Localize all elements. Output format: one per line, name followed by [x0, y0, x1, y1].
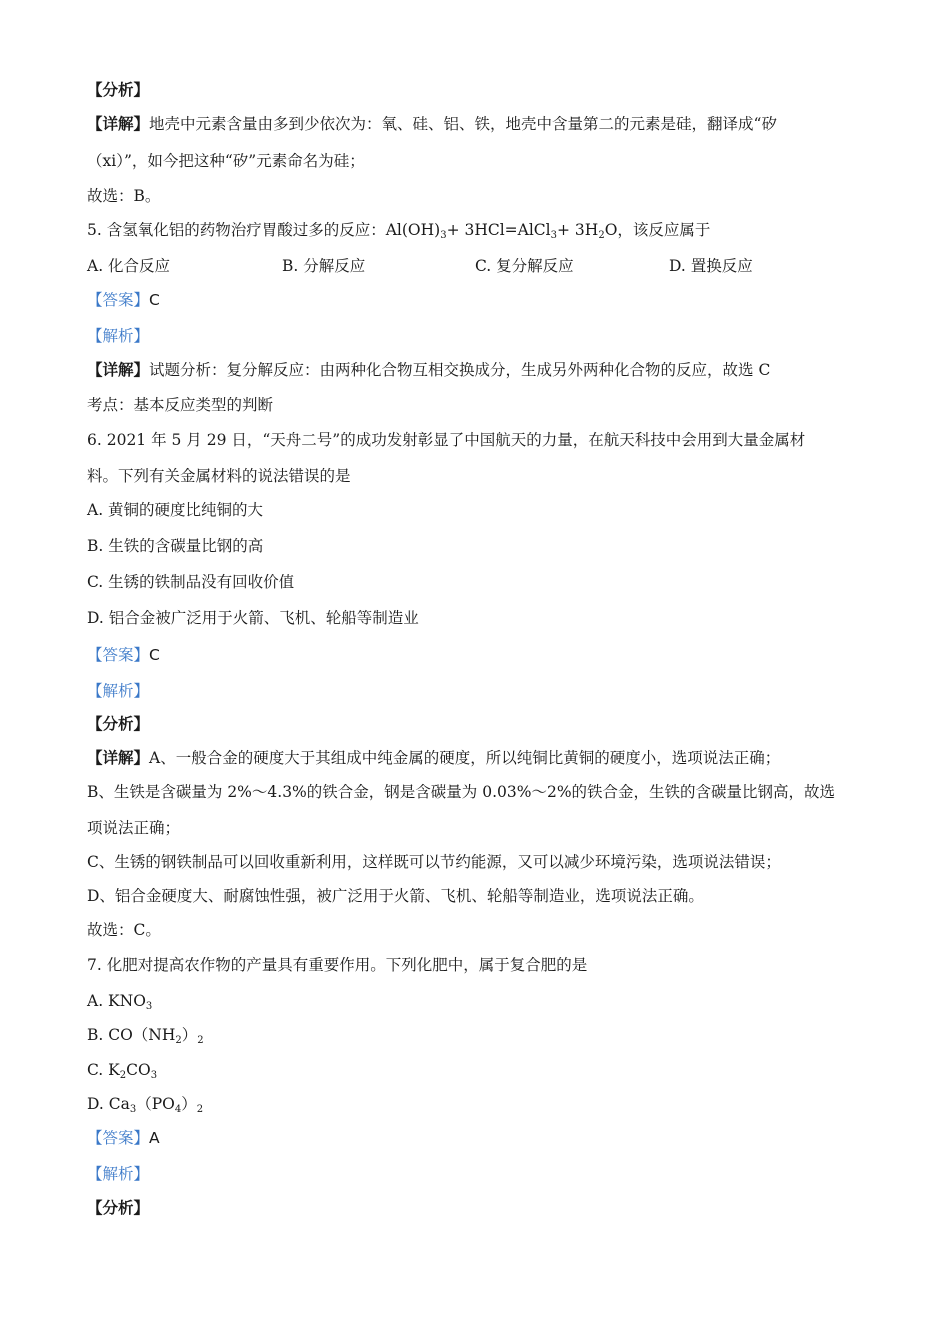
question-7-option-c: C. $K_2CO_3$	[87, 1061, 158, 1081]
analysis-heading: 【分析】	[87, 80, 150, 99]
answer-choice-6: 故选：C。	[87, 921, 161, 939]
question-6-option-c: C. 生锈的铁制品没有回收价值	[87, 573, 295, 591]
detail-5: 【详解】试题分析：复分解反应：由两种化合物互相交换成分，生成另外两种化合物的反应，故选 C	[87, 360, 771, 379]
answer-5: 【答案】C	[87, 291, 160, 309]
detail-6-a: 【详解】A、一般合金的硬度大于其组成中纯金属的硬度，所以纯铜比黄铜的硬度小，选项说法正确；	[87, 748, 781, 767]
question-5-options	[87, 256, 847, 276]
question-6-cont: 料。下列有关金属材料的说法错误的是	[87, 467, 351, 485]
analysis-6-heading: 【分析】	[87, 714, 150, 733]
option-a: A. 化合反应	[87, 257, 171, 275]
test-point-5: 考点：基本反应类型的判断	[87, 396, 274, 414]
explanation-6-heading: 【解析】	[87, 682, 150, 700]
question-7-option-d: D. $Ca_3(PO_4)_2$	[87, 1095, 204, 1115]
detail-6-b-cont: 项说法正确；	[87, 819, 181, 837]
question-5: 5. 含氢氧化铝的药物治疗胃酸过多的反应：$Al(OH)_3+$ 3HCl=AlCl$_3$+ $3H_2O$，该反应属于	[87, 221, 711, 241]
question-6-option-d: D. 铝合金被广泛用于火箭、飞机、轮船等制造业	[87, 609, 419, 627]
detail-paragraph: 【详解】地壳中元素含量由多到少依次为：氧、硅、铝、铁，地壳中含量第二的元素是硅，翻译成“矽	[87, 114, 777, 133]
detail-6-c: C、生锈的钢铁制品可以回收重新利用，这样既可以节约能源，又可以减少环境污染，选项说法错误；	[87, 853, 781, 871]
answer-6: 【答案】C	[87, 646, 160, 664]
explanation-5-heading: 【解析】	[87, 327, 150, 345]
question-7-option-b: B. $CO(NH_2)_2$	[87, 1026, 204, 1046]
question-6: 6. 2021 年 5 月 29 日，“天舟二号”的成功发射彰显了中国航天的力量，在航天科技中会用到大量金属材	[87, 431, 806, 449]
option-b: B. 分解反应	[282, 257, 366, 275]
question-6-option-b: B. 生铁的含碳量比钢的高	[87, 537, 264, 555]
question-6-option-a: A. 黄铜的硬度比纯铜的大	[87, 501, 264, 519]
analysis-7-heading: 【分析】	[87, 1198, 150, 1217]
detail-6-b: B、生铁是含碳量为 2%～4.3%的铁合金，钢是含碳量为 0.03%～2%的铁合金，生铁的含碳量比钢高，故选	[87, 783, 836, 801]
answer-choice-line: 故选：B。	[87, 187, 161, 205]
detail-paragraph-cont: （xi）”，如今把这种“矽”元素命名为硅；	[87, 152, 365, 170]
question-7: 7. 化肥对提高农作物的产量具有重要作用。下列化肥中，属于复合肥的是	[87, 956, 588, 974]
answer-7: 【答案】A	[87, 1129, 160, 1147]
option-c: C. 复分解反应	[475, 257, 574, 275]
question-7-option-a: A. $KNO_3$	[87, 992, 153, 1012]
explanation-7-heading: 【解析】	[87, 1165, 150, 1183]
detail-6-d: D、铝合金硬度大、耐腐蚀性强，被广泛用于火箭、飞机、轮船等制造业，选项说法正确。	[87, 887, 704, 905]
option-d: D. 置换反应	[669, 257, 753, 275]
